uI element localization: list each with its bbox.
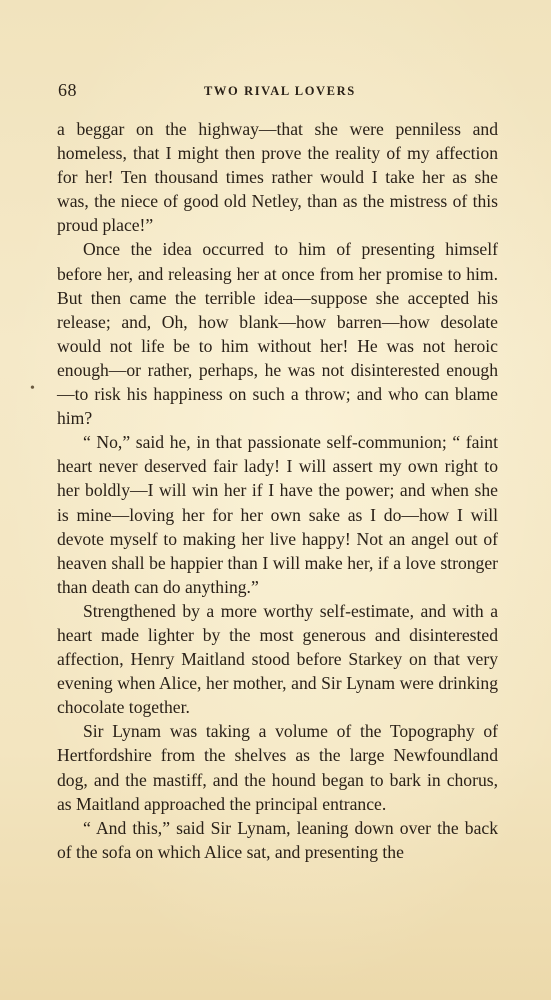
paragraph: Sir Lynam was taking a volume of the Topography of Hertfordshire from the shelves as the large Newfoundland dog, and the mastiff, and the hound began to bark in chorus, as Maitland approached the principal entrance. [57,721,498,814]
paragraph: “ And this,” said Sir Lynam, leaning down over the back of the sofa on which Alice sat, and presenting the [57,817,498,862]
running-head: TWO RIVAL LOVERS [204,84,356,98]
paragraph: Strengthened by a more worthy self-estimate, and with a heart made lighter by the most generous and disinterested affection, Henry Maitland stood before Starkey on that very evening when Alice, her mother, and Sir Lynam were drinking chocolate together. [57,600,498,718]
page-number: 68 [58,80,77,100]
paragraph: “ No,” said he, in that passionate self-communion; “ faint heart never deserved fair lady! I will assert my own right to her boldly—I will win her if I have the power; and when she is mine—loving her for her own sake as I do—how I will devote myself to making her live happy! Not an angel out of heaven shall be happier than I will make her, if a love stronger than death can do anything.” [57,432,498,597]
paragraph: Once the idea occurred to him of presenting himself before her, and releasing her at once from her promise to him. But then came the terrible idea—suppose she accepted his release; and, Oh, how blank—how barren—how desolate would not life be to him without her! He was not heroic enough—or rather, perhaps, he was not disinterested enough—to risk his happiness on such a throw; and who can blame him? [57,239,498,429]
paragraph-continued: a beggar on the highway—that she were penniless and homeless, that I might then prove the reality of my affection for her! Ten thousand times rather would I take her as she was, the niece of good old Netley, than as the mistress of this proud place!” [57,119,498,236]
margin-mark: • [30,381,35,396]
body-text [57,117,498,864]
page-header [58,80,518,102]
